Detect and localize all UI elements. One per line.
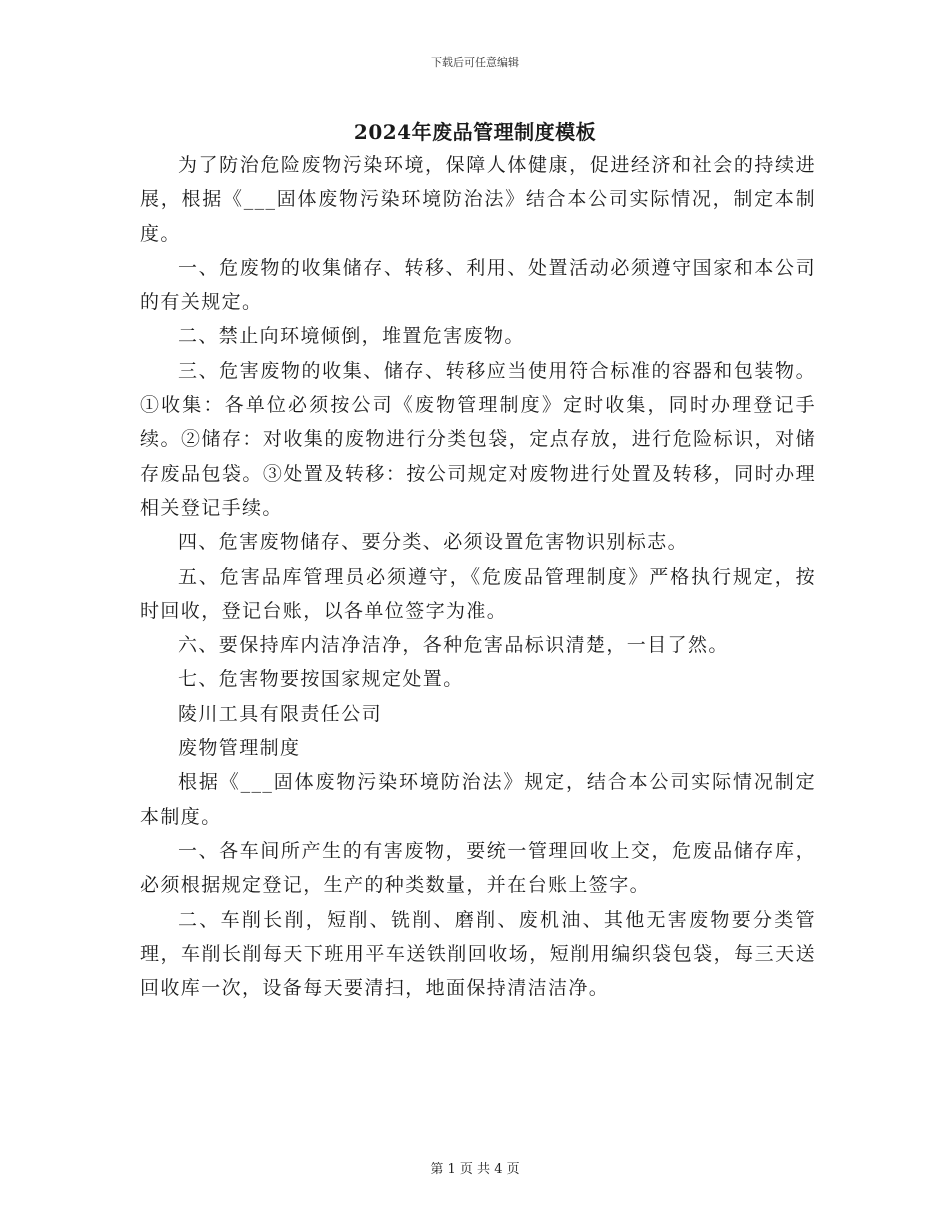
paragraph-item-2: 二、禁止向环境倾倒，堆置危害废物。	[178, 325, 525, 348]
page-footer: 第 1 页 共 4 页	[430, 1162, 520, 1177]
paragraph-intro: 为了防治危险废物污染环境，保障人体健康，促进经济和社会的持续进展，根据《___固体废物污染环境防治法》结合本公司实际情况，制定本制度。	[140, 154, 816, 245]
company-name: 陵川工具有限责任公司	[178, 702, 383, 725]
document-body	[140, 148, 816, 1005]
paragraph-item-6: 六、要保持库内洁净洁净，各种危害品标识清楚，一目了然。	[178, 634, 729, 657]
paragraph-item-1: 一、危废物的收集储存、转移、利用、处置活动必须遵守国家和本公司的有关规定。	[140, 256, 816, 314]
document-title: 2024年废品管理制度模板	[353, 120, 597, 144]
section-heading: 废物管理制度	[178, 737, 301, 760]
paragraph-item-3: 三、危害废物的收集、储存、转移应当使用符合标准的容器和包装物。①收集：各单位必须按公司《废物管理制度》定时收集，同时办理登记手续。②储存：对收集的废物进行分类包袋，定点存放，进行危险标识，对储存废品包袋。③处置及转移：按公司规定对废物进行处置及转移，同时办理相关登记手续。	[140, 359, 816, 519]
paragraph-item-7: 七、危害物要按国家规定处置。	[178, 668, 464, 691]
paragraph-section-item-1: 一、各车间所产生的有害废物，要统一管理回收上交，危废品储存库，必须根据规定登记，生产的种类数量，并在台账上签字。	[140, 839, 816, 897]
header-note: 下载后可任意编辑	[431, 56, 519, 69]
paragraph-section-intro: 根据《___固体废物污染环境防治法》规定，结合本公司实际情况制定本制度。	[140, 771, 816, 828]
paragraph-item-5: 五、危害品库管理员必须遵守，《危废品管理制度》严格执行规定，按时回收，登记台账，以各单位签字为准。	[140, 565, 816, 622]
paragraph-item-4: 四、危害废物储存、要分类、必须设置危害物识别标志。	[178, 531, 689, 554]
paragraph-section-item-2: 二、车削长削，短削、铣削、磨削、废机油、其他无害废物要分类管理，车削长削每天下班用平车送铁削回收场，短削用编织袋包袋，每三天送回收库一次，设备每天要清扫，地面保持清洁洁净。	[140, 908, 816, 1000]
